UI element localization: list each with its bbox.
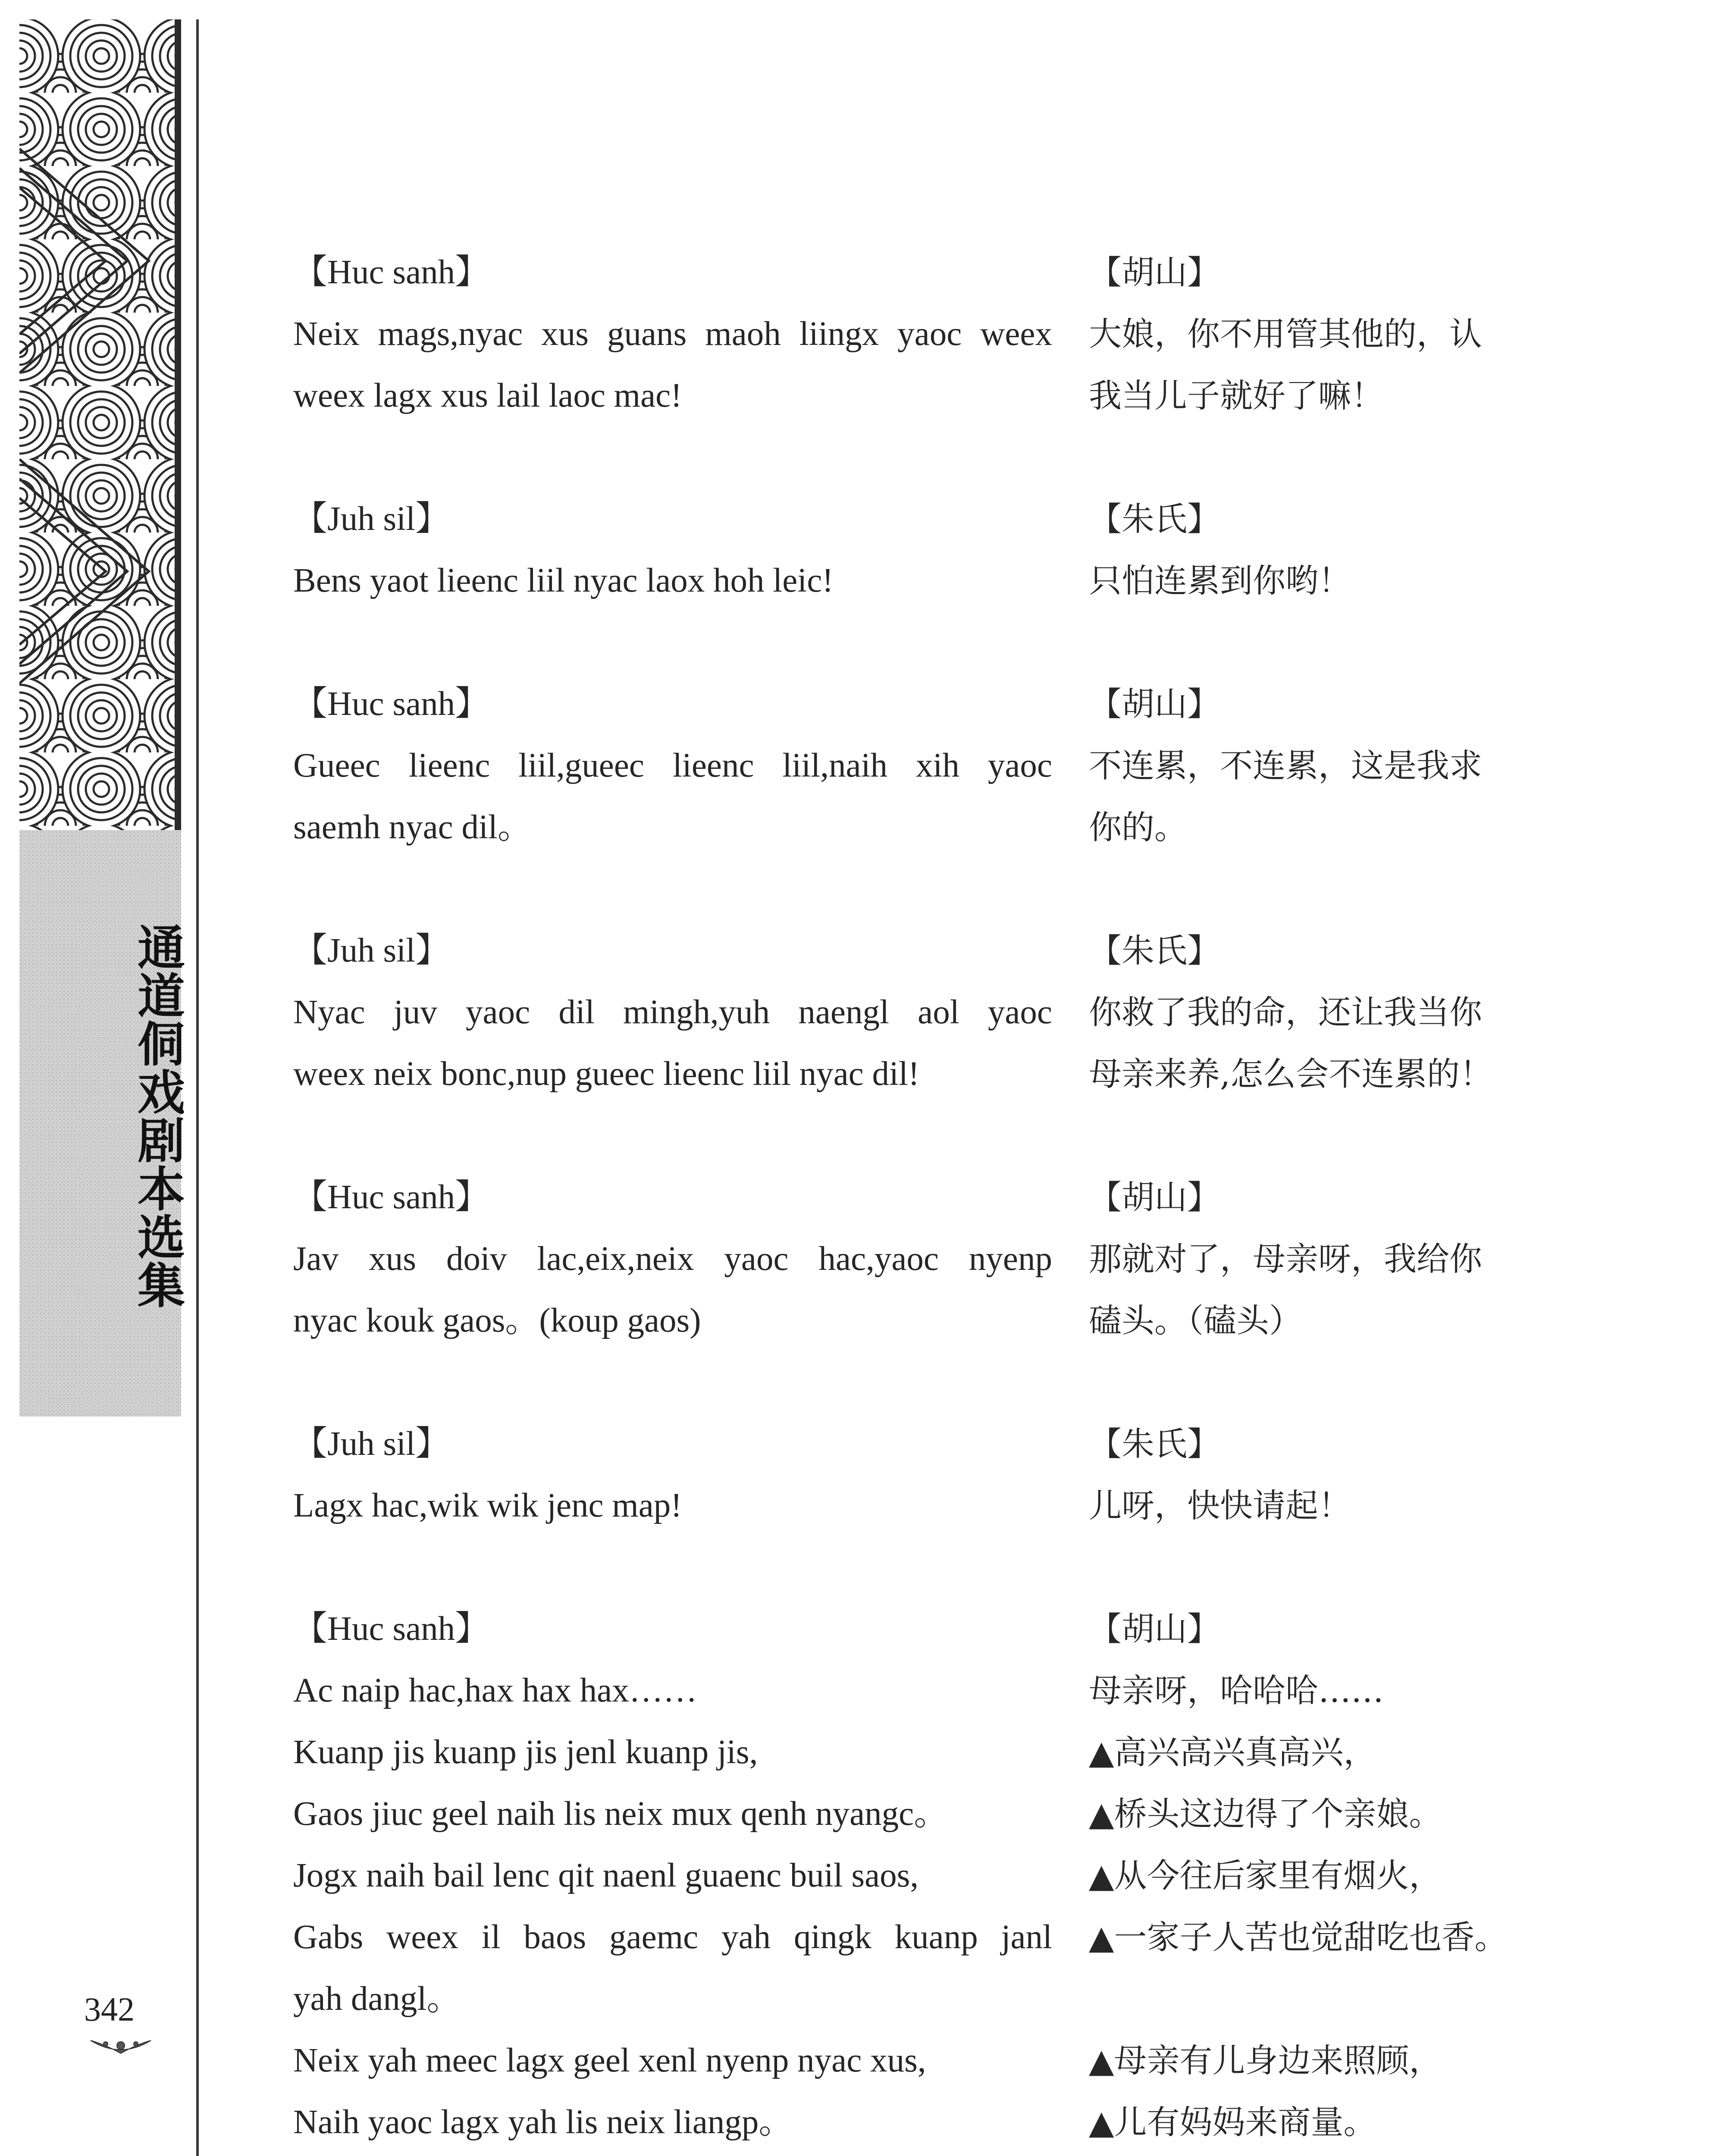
dialogue-line: 母亲呀，哈哈哈……: [1089, 1671, 1384, 1710]
dialogue-line: ▲桥头这边得了个亲娘。: [1089, 1795, 1442, 1833]
dialogue-right-column: [1089, 241, 1593, 2153]
dialogue-line: 那就对了，母亲呀，我给你: [1089, 1240, 1482, 1278]
dialogue-line: nyac kouk gaos。(koup gaos): [293, 1302, 701, 1339]
dialogue-line: Naih yaoc lagx yah lis neix liangp。: [293, 2103, 793, 2141]
spine-line: [196, 19, 199, 2156]
dialogue-line: Bens yaot lieenc liil nyac laox hoh leic!: [293, 562, 834, 599]
speaker-label: 【Huc sanh】: [293, 1610, 489, 1648]
dialogue-line: Gabs weex il baos gaemc yah qingk kuanp janl: [293, 1918, 1052, 1956]
ornament-icon: [88, 2035, 153, 2059]
dialogue-line: 磕头。（磕头）: [1089, 1301, 1302, 1340]
dialogue-line: weex lagx xus lail laoc mac!: [293, 377, 682, 414]
dialogue-line: Lagx hac,wik wik jenc map!: [293, 1487, 682, 1524]
dialogue-line: Gueec lieenc liil,gueec lieenc liil,naih xih yaoc: [293, 747, 1052, 784]
speaker-label: 【朱氏】: [1089, 500, 1220, 538]
dialogue-line: Ac naip hac,hax hax hax……: [293, 1672, 697, 1709]
speaker-label: 【胡山】: [1089, 685, 1220, 723]
dialogue-line: Nyac juv yaoc dil mingh,yuh naengl aol yaoc: [293, 993, 1052, 1031]
speaker-label: 【胡山】: [1089, 1178, 1220, 1216]
dialogue-line: saemh nyac dil。: [293, 808, 532, 846]
dialogue-line: ▲儿有妈妈来商量。: [1089, 2103, 1376, 2141]
speaker-label: 【Huc sanh】: [293, 1178, 489, 1216]
dialogue-line: 不连累，不连累，这是我求: [1089, 746, 1482, 785]
speaker-label: 【Huc sanh】: [293, 685, 489, 723]
dialogue-line: 你的。: [1089, 808, 1187, 846]
speaker-label: 【胡山】: [1089, 1610, 1220, 1648]
dialogue-line: 儿呀，快快请起！: [1089, 1486, 1351, 1525]
dialogue-line: 只怕连累到你哟！: [1089, 561, 1351, 600]
dialogue-line: yah dangl。: [293, 1980, 461, 2018]
dialogue-line: ▲母亲有儿身边来照顾，: [1089, 2041, 1442, 2080]
book-title: 通道侗戏剧本选集: [130, 923, 185, 1309]
dialogue-line: Neix yah meec lagx geel xenl nyenp nyac xus,: [293, 2042, 926, 2079]
dialogue-line: ▲高兴高兴真高兴，: [1089, 1733, 1376, 1771]
speaker-label: 【Juh sil】: [293, 932, 450, 969]
dialogue-line: 母亲来养,怎么会不连累的！: [1089, 1055, 1493, 1093]
speaker-label: 【Juh sil】: [293, 1425, 450, 1463]
speaker-label: 【胡山】: [1089, 253, 1220, 291]
dialogue-line: weex neix bonc,nup gueec lieenc liil nyac dil!: [293, 1055, 920, 1093]
side-pattern: [19, 19, 181, 830]
dialogue-line: 大娘，你不用管其他的，认: [1089, 315, 1482, 353]
wave-pattern-icon: [19, 19, 181, 830]
dialogue-line: ▲从今往后家里有烟火，: [1089, 1856, 1442, 1895]
dialogue-line: ▲一家子人苦也觉甜吃也香。: [1089, 1918, 1508, 1956]
dialogue-line: Kuanp jis kuanp jis jenl kuanp jis,: [293, 1733, 758, 1771]
dialogue-line: 你救了我的命，还让我当你: [1089, 993, 1482, 1031]
speaker-label: 【朱氏】: [1089, 1425, 1220, 1463]
speaker-label: 【Huc sanh】: [293, 254, 489, 291]
dialogue-line: Jogx naih bail lenc qit naenl guaenc buil saos,: [293, 1857, 919, 1894]
speaker-label: 【Juh sil】: [293, 500, 450, 538]
dialogue-line: 我当儿子就好了嘛！: [1089, 376, 1384, 415]
dialogue-line: Jav xus doiv lac,eix,neix yaoc hac,yaoc nyenp: [293, 1240, 1052, 1278]
page-number: 342: [84, 1990, 135, 2028]
dialogue-line: Neix mags,nyac xus guans maoh liingx yaoc weex: [293, 315, 1052, 353]
side-title-block: [19, 830, 185, 1416]
dialogue-line: [1089, 1968, 1593, 2030]
dialogue-left-column: [293, 241, 1052, 2153]
speaker-label: 【朱氏】: [1089, 931, 1220, 970]
dialogue-line: Gaos jiuc geel naih lis neix mux qenh nyangc。: [293, 1795, 948, 1833]
